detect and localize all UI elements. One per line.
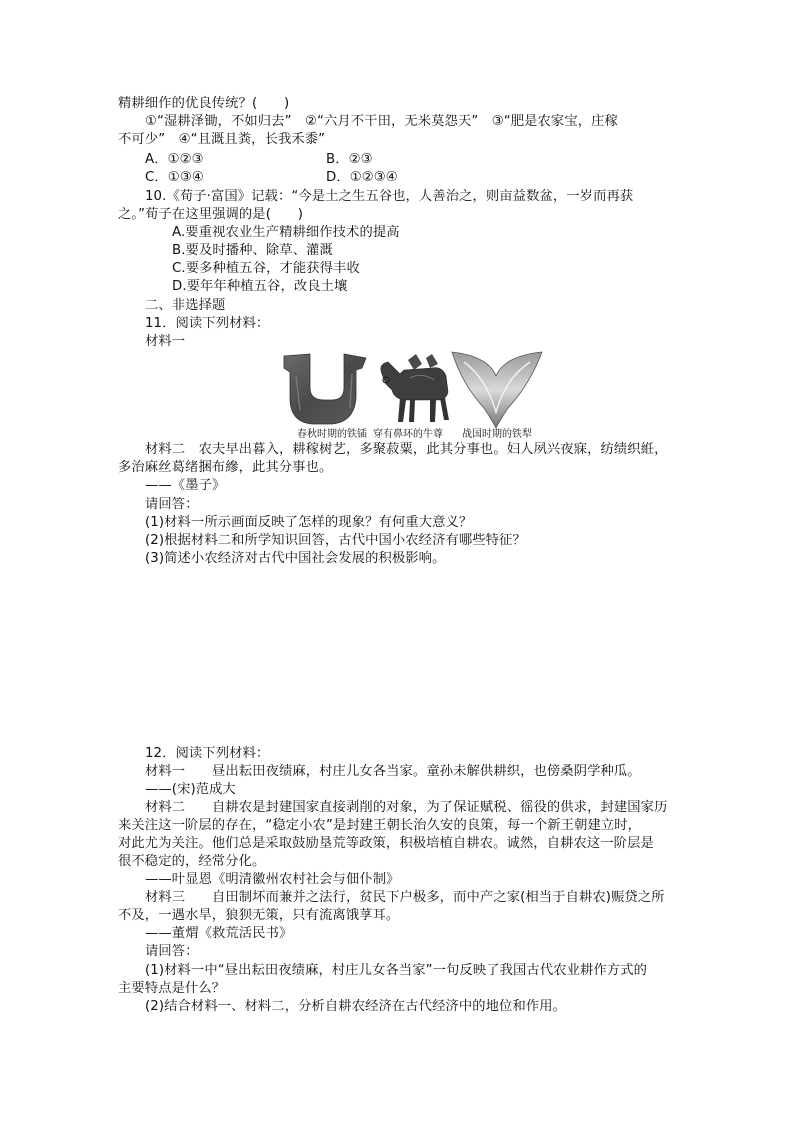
q11-material2-source: ——《墨子》 <box>145 478 226 493</box>
q9-statements-line2: 不可少” ④“且溉且粪，长我禾黍” <box>118 132 326 147</box>
q12-material2-line2: 来关注这一阶层的存在，“稳定小农”是封建王朝长治久安的良策，每一个新王朝建立时， <box>118 818 642 833</box>
caption-iron-plow: 战国时期的铁犁 <box>462 429 532 440</box>
iron-spade-image <box>284 354 366 424</box>
q9-option-a: A．①②③ <box>145 152 204 167</box>
q12-question1-line1: (1)材料一中“昼出耘田夜绩麻，村庄儿女各当家”一句反映了我国古代农业耕作方式的 <box>145 963 648 978</box>
caption-iron-spade: 春秋时期的铁锸 <box>297 429 367 440</box>
q9-stem-end: 精耕细作的优良传统？( ) <box>118 96 290 111</box>
q10-option-b: B.要及时播种、除草、灌溉 <box>172 243 333 258</box>
q12-question2: (2)结合材料一、材料二，分析自耕农经济在古代经济中的地位和作用。 <box>145 999 567 1014</box>
q9-option-b: B．②③ <box>326 152 373 167</box>
q11-intro: 11．阅读下列材料： <box>145 316 270 331</box>
caption-ox-zun: 穿有鼻环的牛尊 <box>373 429 443 440</box>
iron-plowshare-image <box>452 352 542 428</box>
q12-intro: 12．阅读下列材料： <box>145 746 270 761</box>
q11-ask: 请回答： <box>145 497 199 512</box>
section-heading: 二、非选择题 <box>145 298 226 313</box>
q12-material3-line2: 不及，一遇水旱，狼狈无策，只有流离饿莩耳。 <box>118 908 400 923</box>
q10-option-a: A.要重视农业生产精耕细作技术的提高 <box>172 225 400 240</box>
q12-material2-line4: 很不稳定的，经常分化。 <box>118 854 266 869</box>
q11-material1-label: 材料一 <box>145 334 186 349</box>
q12-material2-line3: 对此尤为关注。他们总是采取鼓励垦荒等政策，积极培植自耕农。诚然，自耕农这一阶层是 <box>118 836 654 851</box>
q11-material2-line1: 材料二 农夫早出暮入，耕稼树艺，多聚菽粟，此其分事也。妇人夙兴夜寐，纺绩织絍， <box>145 442 668 457</box>
q11-question2: (2)根据材料二和所学知识回答，古代中国小农经济有哪些特征？ <box>145 533 526 548</box>
q11-question1: (1)材料一所示画面反映了怎样的现象？有何重大意义？ <box>145 515 473 530</box>
q12-material3-line1: 材料三 自田制坏而兼并之法行，贫民下户极多，而中产之家(相当于自耕农)赈贷之所 <box>145 890 665 905</box>
q11-question3: (3)简述小农经济对古代中国社会发展的积极影响。 <box>145 551 446 566</box>
q12-material2-source: ——叶显恩《明清徽州农村社会与佃仆制》 <box>145 872 400 887</box>
q12-ask: 请回答： <box>145 944 199 959</box>
q12-material1-source: ——(宋)范成大 <box>145 782 236 797</box>
q9-option-d: D．①②③④ <box>326 170 398 185</box>
q12-material1: 材料一 昼出耘田夜绩麻，村庄儿女各当家。童孙未解供耕织，也傍桑阴学种瓜。 <box>145 764 641 779</box>
q12-material2-line1: 材料二 自耕农是封建国家直接剥削的对象，为了保证赋税、徭役的供求，封建国家历 <box>145 800 668 815</box>
q9-statements-line1: ①“湿耕泽锄，不如归去” ②“六月不干田，无米莫怨天” ③“肥是农家宝，庄稼 <box>145 114 618 129</box>
q10-option-d: D.要年年种植五谷，改良土壤 <box>172 279 348 294</box>
q9-option-c: C．①③④ <box>145 170 204 185</box>
ox-zun-vessel-image <box>376 352 452 424</box>
q10-stem-line1: 10.《荀子·富国》记载：“今是土之生五谷也，人善治之，则亩益数盆，一岁而再获 <box>145 189 634 204</box>
q12-material3-source: ——董煟《救荒活民书》 <box>145 926 293 941</box>
q10-stem-line2: 之。”荀子在这里强调的是( ) <box>118 207 304 222</box>
q12-question1-line2: 主要特点是什么？ <box>118 981 226 996</box>
q10-option-c: C.要多种植五谷，才能获得丰收 <box>172 261 360 276</box>
q11-material2-line2: 多治麻丝葛绪捆布縿，此其分事也。 <box>118 460 333 475</box>
